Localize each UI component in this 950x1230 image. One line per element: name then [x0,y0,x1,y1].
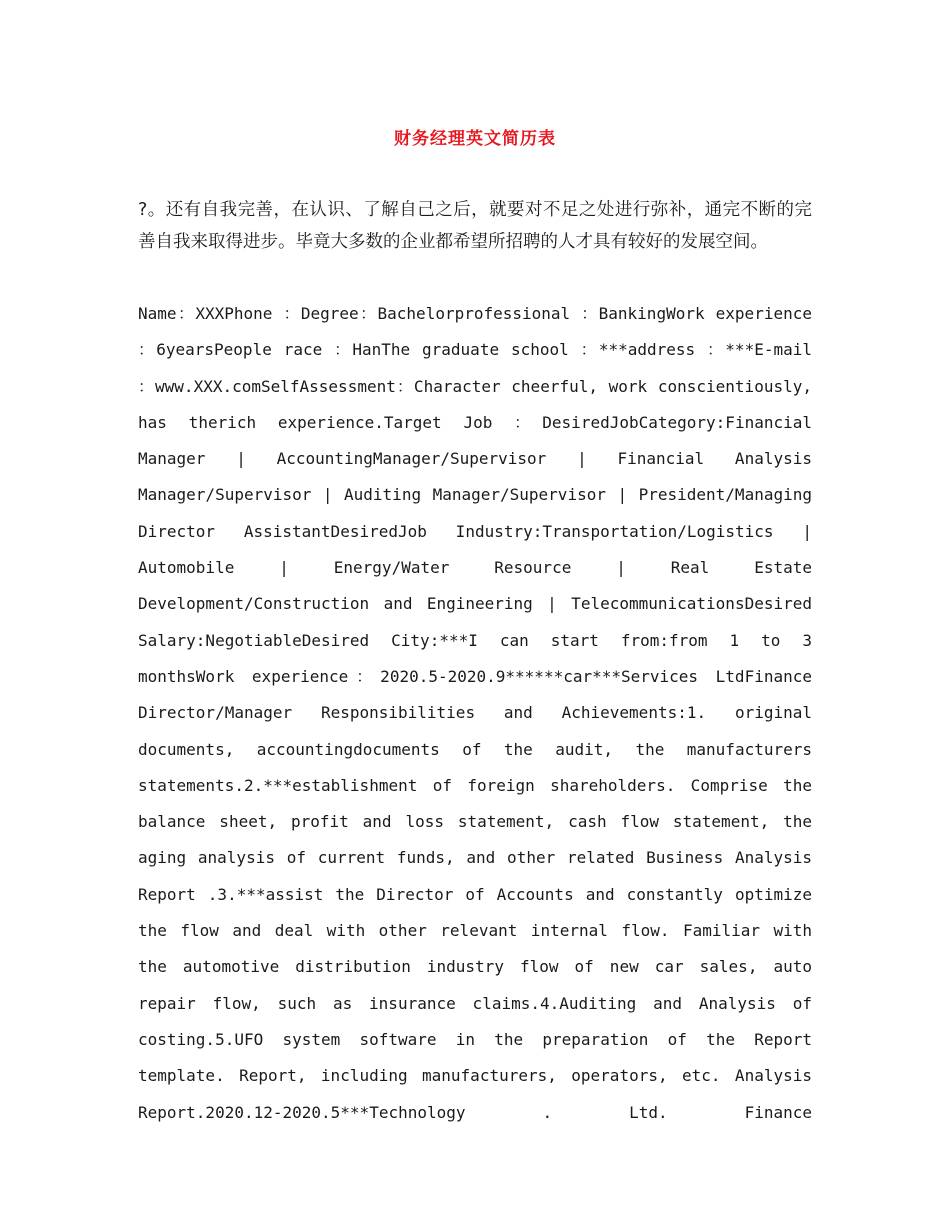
intro-paragraph: ?。还有自我完善，在认识、了解自己之后，就要对不足之处进行弥补，通完不断的完善自我来取得进步。毕竟大多数的企业都希望所招聘的人才具有较好的发展空间。 [138,200,812,252]
document-title: 财务经理英文简历表 [394,129,556,149]
resume-body-paragraph: Name：XXXPhone ：Degree：Bachelorprofessional ：BankingWork experience ：6yearsPeople race ：HanThe graduate school ：***address ：***E-mail ：www.XXX.comSelfAssessment：Character cheerful, work conscientiously, has therich experience.Target Job ：DesiredJobCategory:Financial Manager | AccountingManager/Supervisor | Financial Analysis Manager/Supervisor | Auditing Manager/Supervisor | President/Managing Director AssistantDesiredJob Industry:Transportation/Logistics | Automobile | Energy/Water Resource | Real Estate Development/Construction and Engineering | TelecommunicationsDesired Salary:NegotiableDesired City:***I can start from:from 1 to 3 monthsWork experience：2020.5-2020.9******car***Services LtdFinance Director/Manager Responsibilities and Achievements:1. original documents, accountingdocuments of the audit, the manufacturers statements.2.***establishment of foreign shareholders. Comprise the balance sheet, profit and loss statement, cash flow statement, the aging analysis of current funds, and other related Business Analysis Report .3.***assist the Director of Accounts and constantly optimize the flow and deal with other relevant internal flow. Familiar with the automotive distribution industry flow of new car sales, auto repair flow, such as insurance claims.4.Auditing and Analysis of costing.5.UFO system software in the preparation of the Report template. Report, including manufacturers, operators, etc. Analysis Report.2020.12-2020.5***Technology . Ltd. Finance [138,304,812,1122]
